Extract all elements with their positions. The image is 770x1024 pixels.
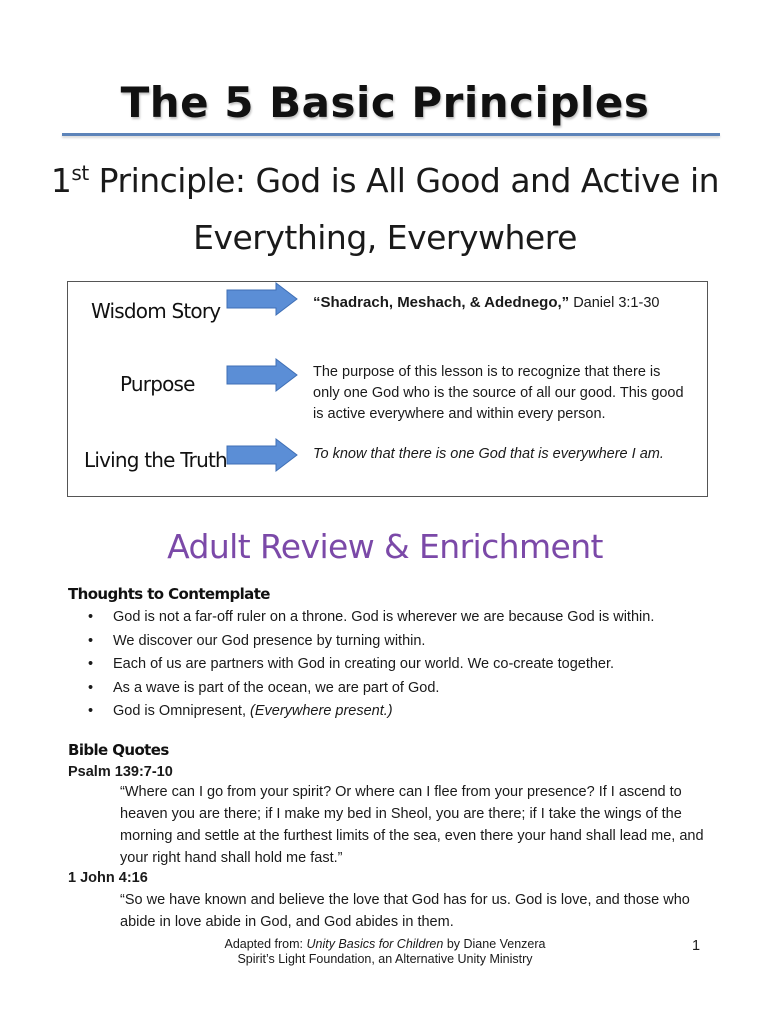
list-item-text: Each of us are partners with God in creating our world. We co-create together. [113, 656, 615, 672]
quote-reference-john: 1 John 4:16 [68, 870, 148, 886]
quote-text-john [120, 889, 710, 933]
wisdom-story-reference: Daniel 3:1-30 [569, 295, 660, 311]
principle-ordinal: 1 [50, 161, 72, 200]
living-the-truth-label: Living the Truth [84, 448, 227, 472]
list-item [88, 606, 728, 630]
quote-text-john-content: “So we have known and believe the love that God has for us. God is love, and those who abide in love abide in God, and God abides in them. [120, 892, 690, 930]
thoughts-heading: Thoughts to Contemplate [68, 585, 270, 603]
list-item [88, 653, 728, 677]
page-number: 1 [692, 938, 701, 954]
arrow-right-icon [226, 282, 298, 316]
principle-heading-line2: Everything, Everywhere [193, 218, 577, 257]
list-item-text: As a wave is part of the ocean, we are part of God. [113, 679, 440, 696]
wisdom-story-title: “Shadrach, Meshach, & Adednego,” [313, 294, 570, 311]
list-item [88, 677, 728, 701]
thoughts-list [88, 606, 728, 724]
page-title: The 5 Basic Principles [120, 78, 650, 127]
footer-book-title: Unity Basics for Children [306, 937, 444, 951]
principle-heading-line1 [0, 161, 770, 200]
bullet-icon: • [88, 703, 94, 719]
arrow-right-icon [226, 438, 298, 472]
list-item [88, 630, 728, 654]
list-item [88, 700, 728, 724]
principle-heading-text: Principle: God is All Good and Active in [88, 161, 720, 200]
bullet-icon: • [88, 656, 94, 672]
wisdom-story-label: Wisdom Story [91, 299, 221, 323]
quote-reference-psalm: Psalm 139:7-10 [68, 764, 173, 780]
arrow-right-icon [226, 358, 298, 392]
list-item-text: God is not a far-off ruler on a throne. God is wherever we are because God is within. [113, 609, 655, 625]
footer-prefix: Adapted from: [224, 937, 307, 951]
quote-text-psalm: “Where can I go from your spirit? Or where can I flee from your presence? If I ascend to heaven you are there; if I make my bed in Sheol, you are there; if I take the wings of the morning and settle at the furthest limits of the sea, even there your hand shall lead me, and your right hand shall hold me fast.” [120, 784, 704, 866]
purpose-label: Purpose [120, 372, 195, 396]
principle-ordinal-suffix: st [71, 161, 89, 185]
purpose-text: The purpose of this lesson is to recognize that there is only one God who is the source of all our good. This good is active everywhere and within every person. [313, 364, 684, 422]
bullet-icon: • [88, 609, 94, 625]
footer [0, 937, 770, 967]
wisdom-story-text [313, 292, 688, 314]
adult-review-heading: Adult Review & Enrichment [167, 527, 603, 566]
list-item-emphasis: (Everywhere present.) [250, 703, 393, 719]
bullet-icon: • [88, 632, 94, 649]
bullet-icon: • [88, 679, 94, 696]
living-the-truth-text: To know that there is one God that is everywhere I am. [313, 446, 664, 462]
title-divider [62, 133, 720, 136]
list-item-text: We discover our God presence by turning within. [113, 632, 426, 649]
footer-author: by Diane Venzera [443, 937, 546, 951]
footer-line1 [0, 937, 770, 952]
list-item-text: God is Omnipresent, [113, 703, 250, 719]
bible-quotes-heading: Bible Quotes [68, 741, 169, 759]
footer-line2: Spirit’s Light Foundation, an Alternative Unity Ministry [237, 952, 533, 966]
